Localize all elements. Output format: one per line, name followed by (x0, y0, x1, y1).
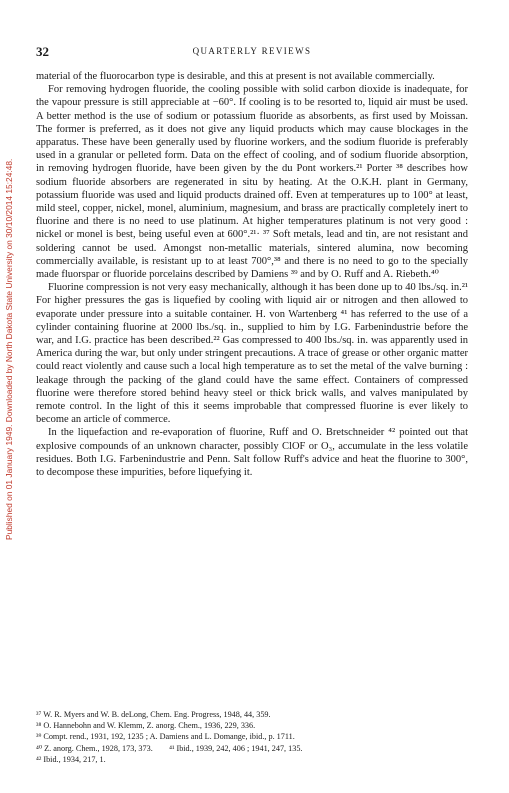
footnote: ⁴² Ibid., 1934, 217, 1. (36, 754, 106, 764)
download-watermark: Published on 01 January 1949. Downloaded by North Dakota State University on 30/10/2014 15:24:48. (4, 158, 14, 540)
paragraph: Fluorine compression is not very easy mechanically, although it has been done up to 40 lbs./sq. in.²¹ For higher pressures the gas is liquefied by cooling with liquid air or nitrogen and then allowed to evaporate under pressure into a suitable container. H. von Wartenberg ⁴¹ has referred to the use of a cylinder containing fluorine at 2000 lbs./sq. in., supplied to him by I.G. Farbenindustrie before the war, and I.G. practice has been described.²² Gas compressed to 400 lbs./sq. in. was apparently used in America during the war, but only under stringent precautions. A trace of grease or other organic matter could react violently and cause such a local high temperature as to set the metal of the valve burning : leakage through the packing of the gland could have the same effect. Containers of compressed fluorine were therefore stored behind heavy steel or thick brick walls, and valves manipulated by remote control. In the light of this it seems improbable that compressed fluorine is ever likely to become an article of commerce. (36, 282, 468, 426)
footnote: ³⁹ Compt. rend., 1931, 192, 1235 ; A. Damiens and L. Domange, ibid., p. 1711. (36, 732, 295, 742)
page-number: 32 (36, 44, 49, 59)
running-head: QUARTERLY REVIEWS (192, 46, 312, 56)
page-header (36, 44, 468, 60)
paragraph: material of the fluorocarbon type is desirable, and this at present is not available commercially. (36, 71, 435, 82)
body-text (36, 70, 468, 479)
footnote: ³⁸ O. Hannebohn and W. Klemm, Z. anorg. Chem., 1936, 229, 336. (36, 721, 256, 731)
paragraph: In the liquefaction and re-evaporation of fluorine, Ruff and O. Bretschneider ⁴² pointed out that explosive compounds of an unknown character, possibly ClOF or O₃, accumulate in the less volatile residues. Both I.G. Farbenindustrie and Penn. Salt follow Ruff's advice and heat the fluorine to 300°, to decompose these impurities, before liquefying it. (36, 427, 468, 479)
paragraph: For removing hydrogen fluoride, the cooling possible with solid carbon dioxide is inadequate, for the vapour pressure is still appreciable at −60°. If cooling is to be resorted to, liquid air must be used. A better method is the use of sodium or potassium fluoride as absorbents, as first used by Moissan. The former is preferred, as it does not give any liquid products which may cause blockages in the apparatus. These have been generally used by fluorine workers, and the sodium fluoride is preferably used in a granular or pelleted form. Data on the effect of cooling, and of sodium fluoride absorption, in removing hydrogen fluoride, have been given by the du Pont workers.²¹ Porter ³⁸ describes how sodium fluoride absorbers are regenerated in situ by heating. At the O.K.H. plant in Germany, potassium fluoride was used and liquid products drained off. Even at temperatures up to 100° at least, mild steel, copper, nickel, monel, aluminium, magnesium, and brass are practically completely inert to fluorine and there is no need to use platinum. At higher temperatures platinum is not very good : nickel or monel is best, being useful even at 600°.²¹· ³⁷ Soft metals, lead and tin, are not resistant and soldering cannot be used. Amongst non-metallic materials, sintered alumina, now becoming commercially available, is resistant up to at least 700°,³⁸ and there is no need to go to the specially made fluorspar or fluoride porcelains described by Damiens ³⁹ and by O. Ruff and A. Riebeth.⁴⁰ (36, 84, 468, 281)
footnote: ⁴⁰ Z. anorg. Chem., 1928, 173, 373. ⁴¹ Ibid., 1939, 242, 406 ; 1941, 247, 135. (36, 743, 303, 753)
footnotes (36, 709, 468, 765)
footnote: ³⁷ W. R. Myers and W. B. deLong, Chem. Eng. Progress, 1948, 44, 359. (36, 710, 271, 719)
